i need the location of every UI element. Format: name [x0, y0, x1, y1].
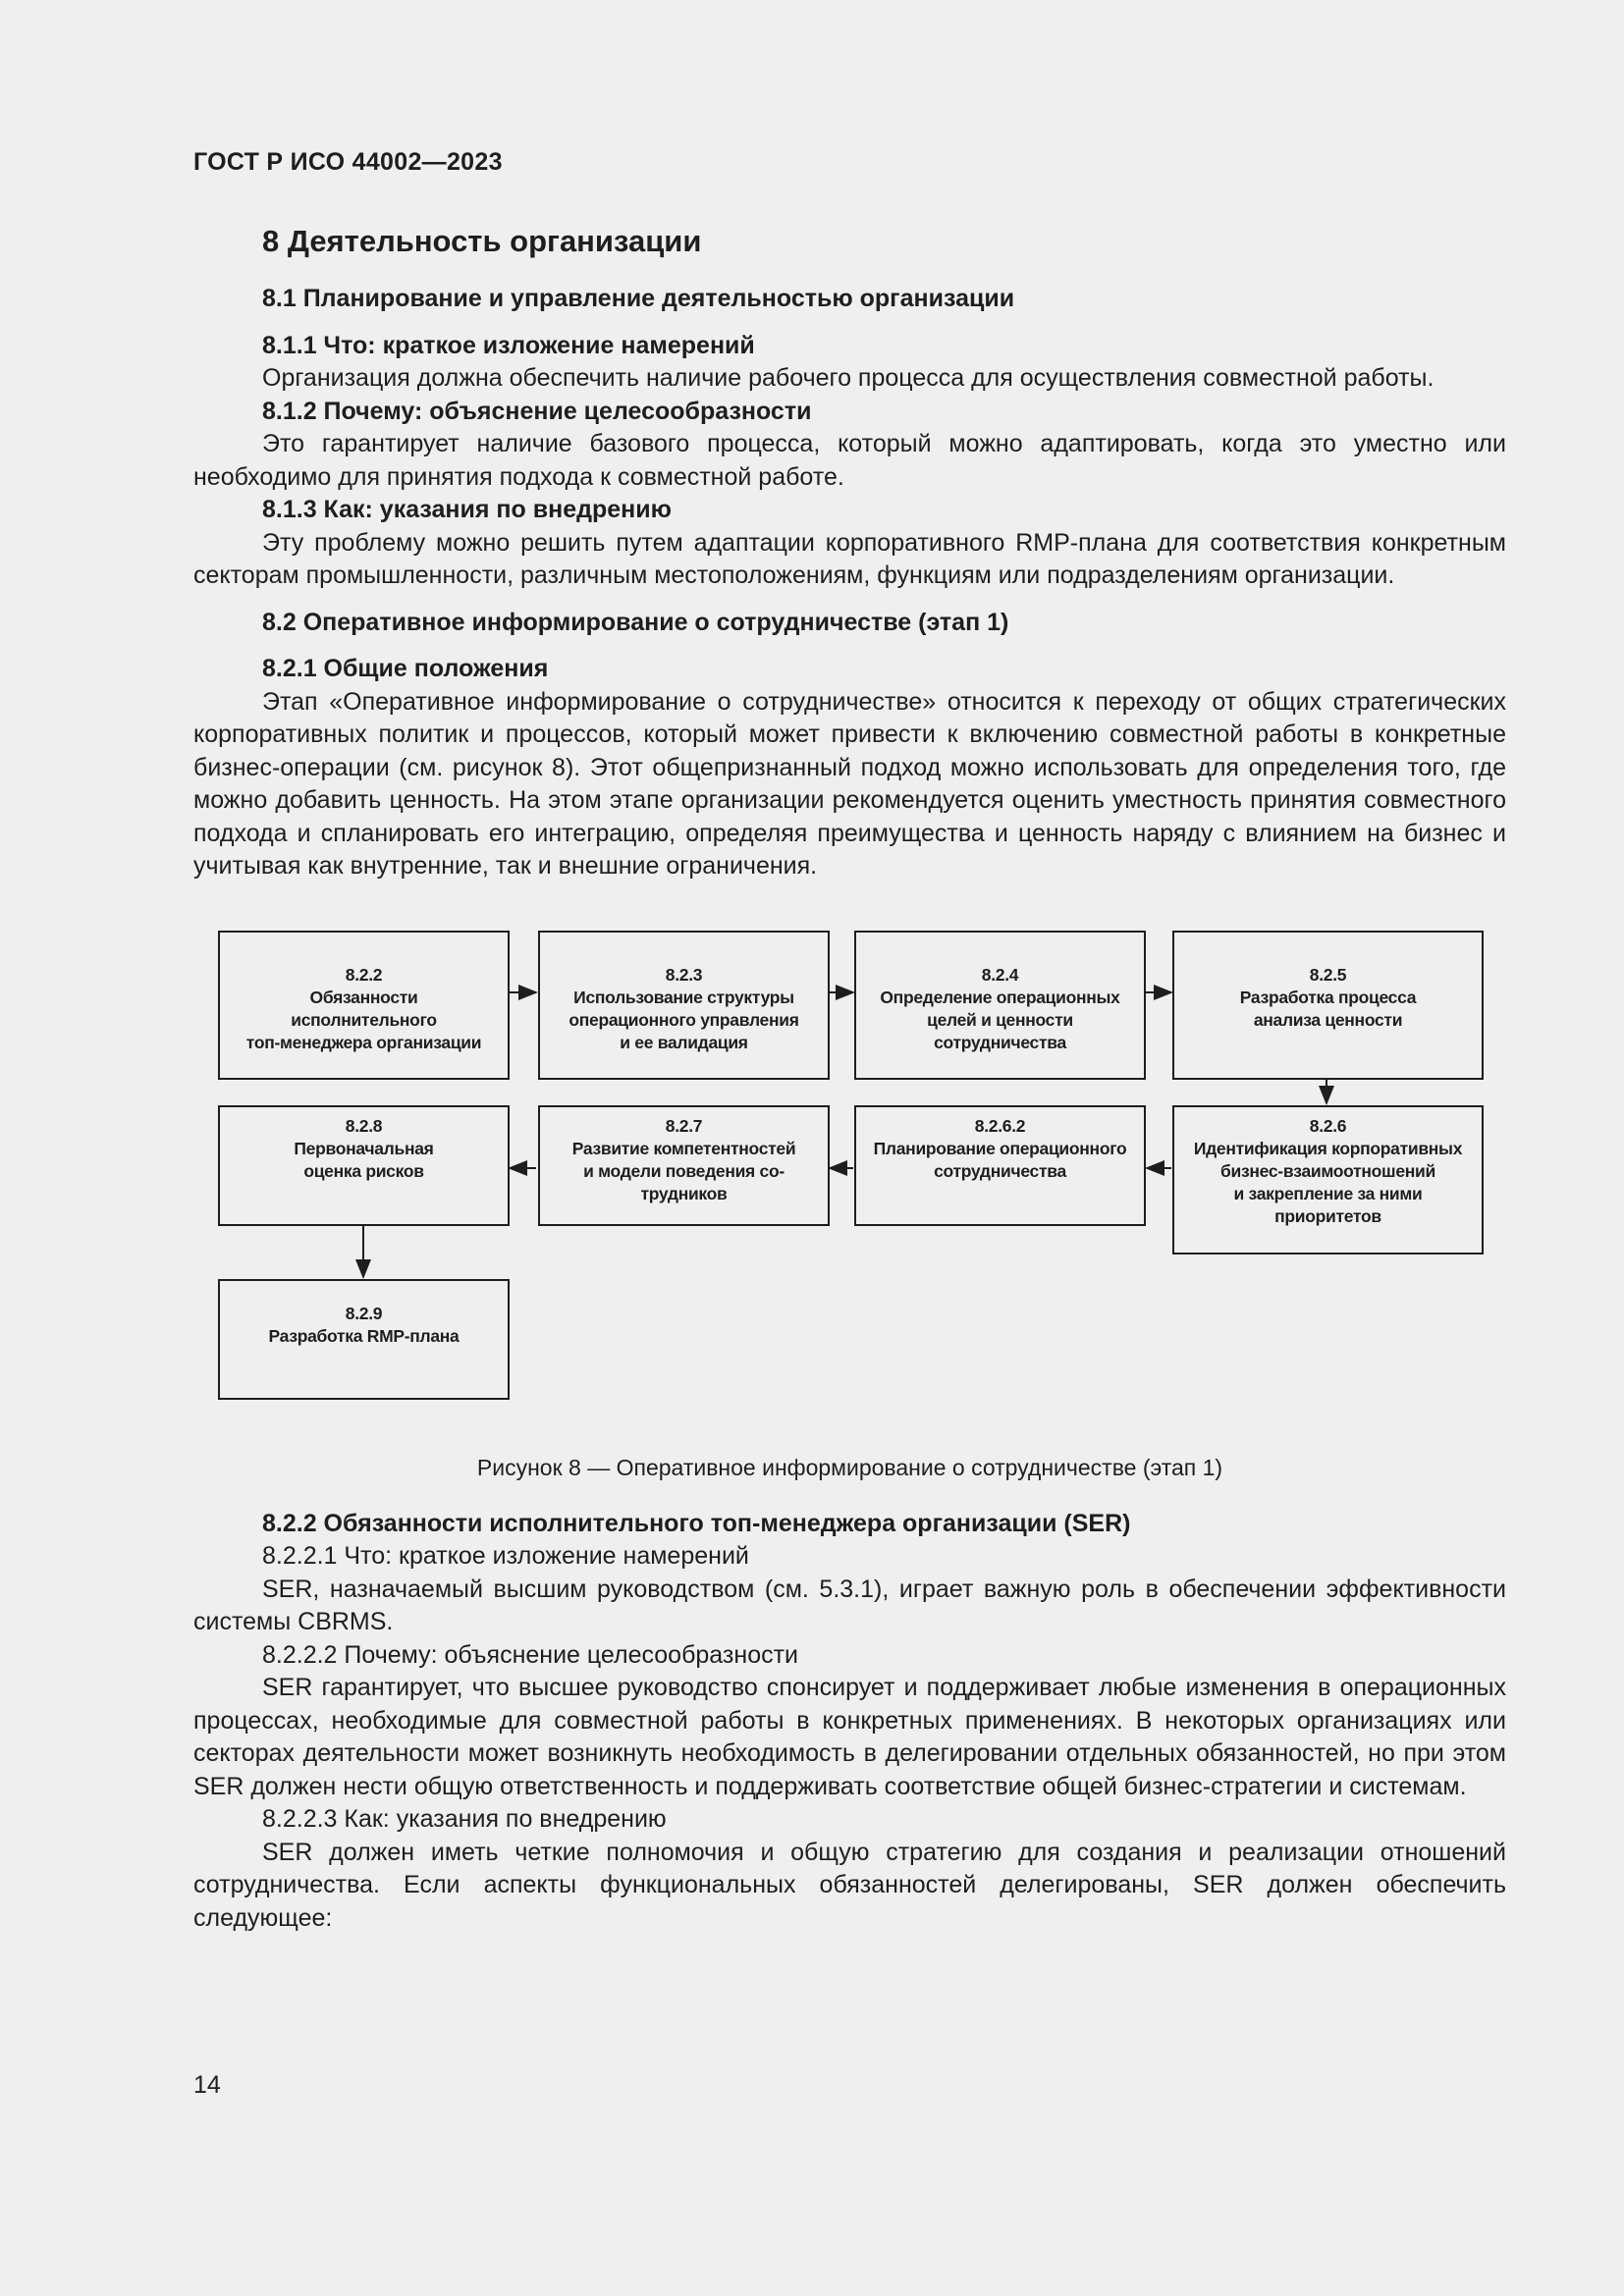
box-8-2-8	[218, 1105, 510, 1226]
section-8-title: 8 Деятельность организации	[262, 224, 702, 258]
box-label-line: и ее валидация	[620, 1032, 748, 1052]
page-number: 14	[193, 2071, 221, 2099]
section-8-1-3-title: 8.1.3 Как: указания по внедрению	[262, 496, 672, 523]
box-8-2-9	[218, 1279, 510, 1400]
box-8-2-4	[854, 931, 1146, 1080]
box-label-line: исполнительного	[291, 1009, 437, 1030]
section-8-2-2-1-text: SER, назначаемый высшим руководством (см. 5.3.1), играет важную роль в обеспечении эффективности системы CBRMS.	[193, 1575, 1506, 1635]
box-label-line: анализа ценности	[1253, 1009, 1403, 1030]
section-8-1-2-title: 8.1.2 Почему: объяснение целесообразности	[262, 397, 812, 425]
section-8-2-2-1-title: 8.2.2.1 Что: краткое изложение намерений	[262, 1542, 749, 1570]
box-label-line: Планирование операционного	[873, 1138, 1127, 1158]
figure-caption: Рисунок 8 — Оперативное информирование о сотрудничестве (этап 1)	[476, 1454, 1223, 1480]
box-number: 8.2.4	[981, 964, 1019, 985]
section-8-2-2-title: 8.2.2 Обязанности исполнительного топ-менеджера организации (SER)	[262, 1509, 1131, 1537]
page-content	[193, 216, 1506, 1935]
box-label-line: Определение операционных	[880, 987, 1120, 1007]
box-number: 8.2.9	[345, 1303, 383, 1323]
section-8-2-1-text: Этап «Оперативное информирование о сотрудничестве» относится к переходу от общих стратегических корпоративных политик и процессов, который может привести к включению совместной работы в конкретные бизнес-операции (см. рисунок 8). Этот общепризнанный подход можно использовать для определения того, где можно добавить ценность. На этом этапе организации рекомендуется оценить уместность принятия совместного подхода и спланировать его интеграцию, определяя преимущества и ценность наряду с влиянием на бизнес и учитывая как внутренние, так и внешние ограничения.	[193, 687, 1506, 880]
box-8-2-6	[1172, 1105, 1484, 1255]
flow-diagram	[193, 911, 1506, 1431]
section-8-1-title: 8.1 Планирование и управление деятельностью организации	[262, 285, 1015, 312]
box-8-2-2	[218, 931, 510, 1080]
section-8-1-2-text: Это гарантирует наличие базового процесса, который можно адаптировать, когда это уместно или необходимо для принятия подхода к совместной работе.	[193, 430, 1506, 491]
box-label-line: топ-менеджера организации	[245, 1032, 482, 1052]
box-8-2-7	[538, 1105, 830, 1226]
box-number: 8.2.5	[1309, 964, 1347, 985]
box-8-2-5	[1172, 931, 1484, 1080]
box-label-line: Первоначальная	[294, 1138, 434, 1158]
section-8-1-3-text: Эту проблему можно решить путем адаптации корпоративного RMP-плана для соответствия конкретным секторам промышленности, различным местоположениям, функциям или подразделениям организации.	[193, 528, 1506, 589]
box-label-line: и закрепление за ними	[1233, 1183, 1423, 1203]
box-label-line: трудников	[640, 1183, 728, 1203]
box-label-line: приоритетов	[1274, 1205, 1381, 1226]
box-label-line: бизнес-взаимоотношений	[1220, 1160, 1435, 1181]
section-8-1-1-text: Организация должна обеспечить наличие рабочего процесса для осуществления совместной работы.	[262, 364, 1435, 392]
box-label-line: целей и ценности	[927, 1009, 1073, 1030]
box-label-line: оценка рисков	[303, 1160, 424, 1181]
box-label-line: Разработка RMP-плана	[268, 1325, 460, 1346]
section-8-2-2-2-title: 8.2.2.2 Почему: объяснение целесообразности	[262, 1640, 799, 1669]
box-8-2-6-2	[854, 1105, 1146, 1226]
box-label-line: и модели поведения со-	[583, 1160, 785, 1181]
box-label-line: Обязанности	[309, 987, 418, 1007]
box-number: 8.2.3	[665, 964, 703, 985]
document-header: ГОСТ Р ИСО 44002—2023	[193, 148, 503, 176]
box-label-line: Разработка процесса	[1239, 987, 1417, 1007]
box-number: 8.2.6.2	[974, 1115, 1026, 1136]
box-number: 8.2.8	[345, 1115, 383, 1136]
box-number: 8.2.6	[1309, 1115, 1347, 1136]
box-number: 8.2.7	[665, 1115, 703, 1136]
box-label-line: Идентификация корпоративных	[1193, 1138, 1463, 1158]
section-8-2-2-2-text: SER гарантирует, что высшее руководство спонсирует и поддерживает любые изменения в операционных процессах, необходимые для совместной работы в конкретных применениях. В некоторых организациях или секторах деятельности может возникнуть необходимость в делегировании отдельных обязанностей, но при этом SER должен нести общую ответственность и поддерживать соответствие общей бизнес-стратегии и системам.	[193, 1674, 1506, 1800]
section-8-1-1-title: 8.1.1 Что: краткое изложение намерений	[262, 331, 755, 359]
section-8-2-title: 8.2 Оперативное информирование о сотрудничестве (этап 1)	[262, 608, 1009, 636]
box-label-line: Использование структуры	[573, 987, 794, 1007]
section-8-2-2-3-title: 8.2.2.3 Как: указания по внедрению	[262, 1805, 667, 1833]
box-label-line: операционного управления	[568, 1009, 799, 1030]
box-8-2-3	[538, 931, 830, 1080]
box-label-line: Развитие компетентностей	[571, 1138, 796, 1158]
box-label-line: сотрудничества	[934, 1160, 1066, 1181]
box-label-line: сотрудничества	[934, 1032, 1066, 1052]
box-number: 8.2.2	[345, 964, 383, 985]
section-8-2-2-3-text: SER должен иметь четкие полномочия и общую стратегию для создания и реализации отношений сотрудничества. Если аспекты функциональных обязанностей делегированы, SER должен обеспечить следующее:	[193, 1838, 1506, 1932]
section-8-2-1-title: 8.2.1 Общие положения	[262, 655, 549, 682]
